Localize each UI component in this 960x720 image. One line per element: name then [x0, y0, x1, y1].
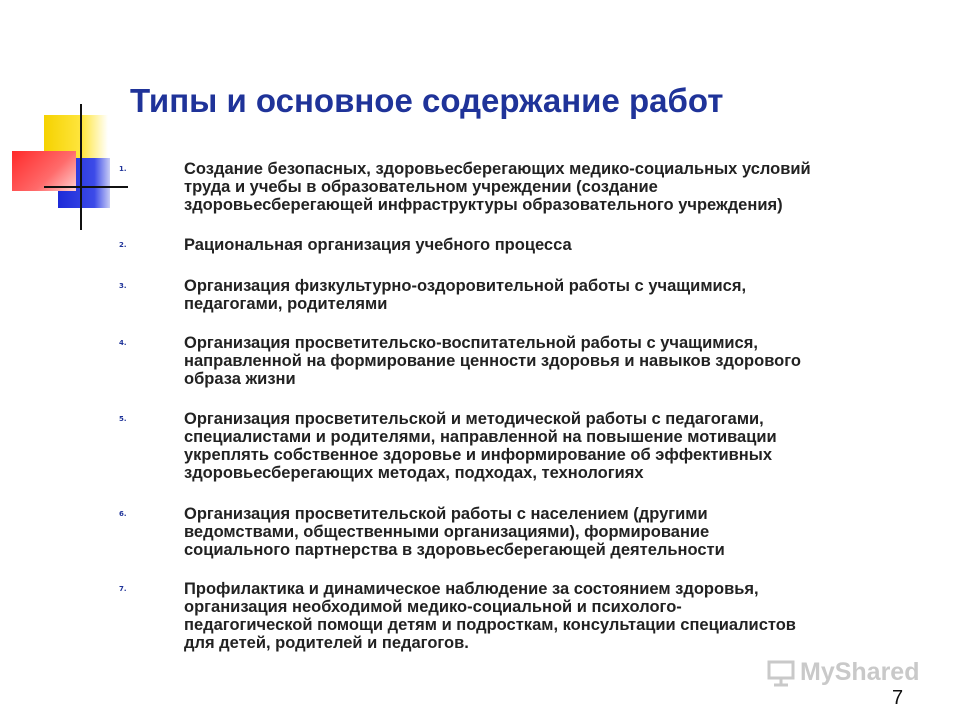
list-number: 6.: [119, 510, 127, 518]
list-item-text: Профилактика и динамическое наблюдение за состоянием здоровья, организация необходимой медико-социальной и психолого- педагогической помощи детям и подросткам, консультации специалистов для детей, родителей и педагогов.: [184, 580, 796, 652]
list-item-text: Организация физкультурно-оздоровительной работы с учащимися, педагогами, родителями: [184, 277, 747, 313]
list-number: 3.: [119, 282, 127, 290]
list-number: 4.: [119, 339, 127, 347]
watermark-text: MyShared: [800, 658, 920, 686]
decor-horizontal-line: [44, 186, 128, 188]
slide-title: Типы и основное содержание работ: [130, 82, 724, 119]
list-item-text: Организация просветительско-воспитательной работы с учащимися, направленной на формирование ценности здоровья и навыков здорового образа жизни: [184, 334, 801, 388]
list-number: 7.: [119, 585, 127, 593]
list-item-text: Рациональная организация учебного процесса: [184, 236, 572, 254]
list-number: 2.: [119, 241, 127, 249]
list-item-text: Создание безопасных, здоровьесберегающих медико-социальных условий труда и учебы в образовательном учреждении (создание здоровьесберегающей инфраструктуры образовательного учреждения): [184, 160, 811, 214]
list-item-text: Организация просветительской и методической работы с педагогами, специалистами и родителями, направленной на повышение мотивации укреплять собственное здоровье и информирование об эффективных здоровьесберегающих методах, подходах, технологиях: [184, 410, 777, 482]
decor-vertical-line: [80, 104, 82, 230]
list-item-text: Организация просветительской работы с населением (другими ведомствами, общественными организациями), формирование социального партнерства в здоровьесберегающей деятельности: [184, 505, 725, 559]
presentation-board-icon: [766, 659, 796, 687]
page-number: 7: [892, 687, 904, 709]
decor-red-square: [12, 151, 76, 191]
list-number: 5.: [119, 415, 127, 423]
list-number: 1.: [119, 165, 127, 173]
myshared-watermark: [766, 658, 919, 687]
